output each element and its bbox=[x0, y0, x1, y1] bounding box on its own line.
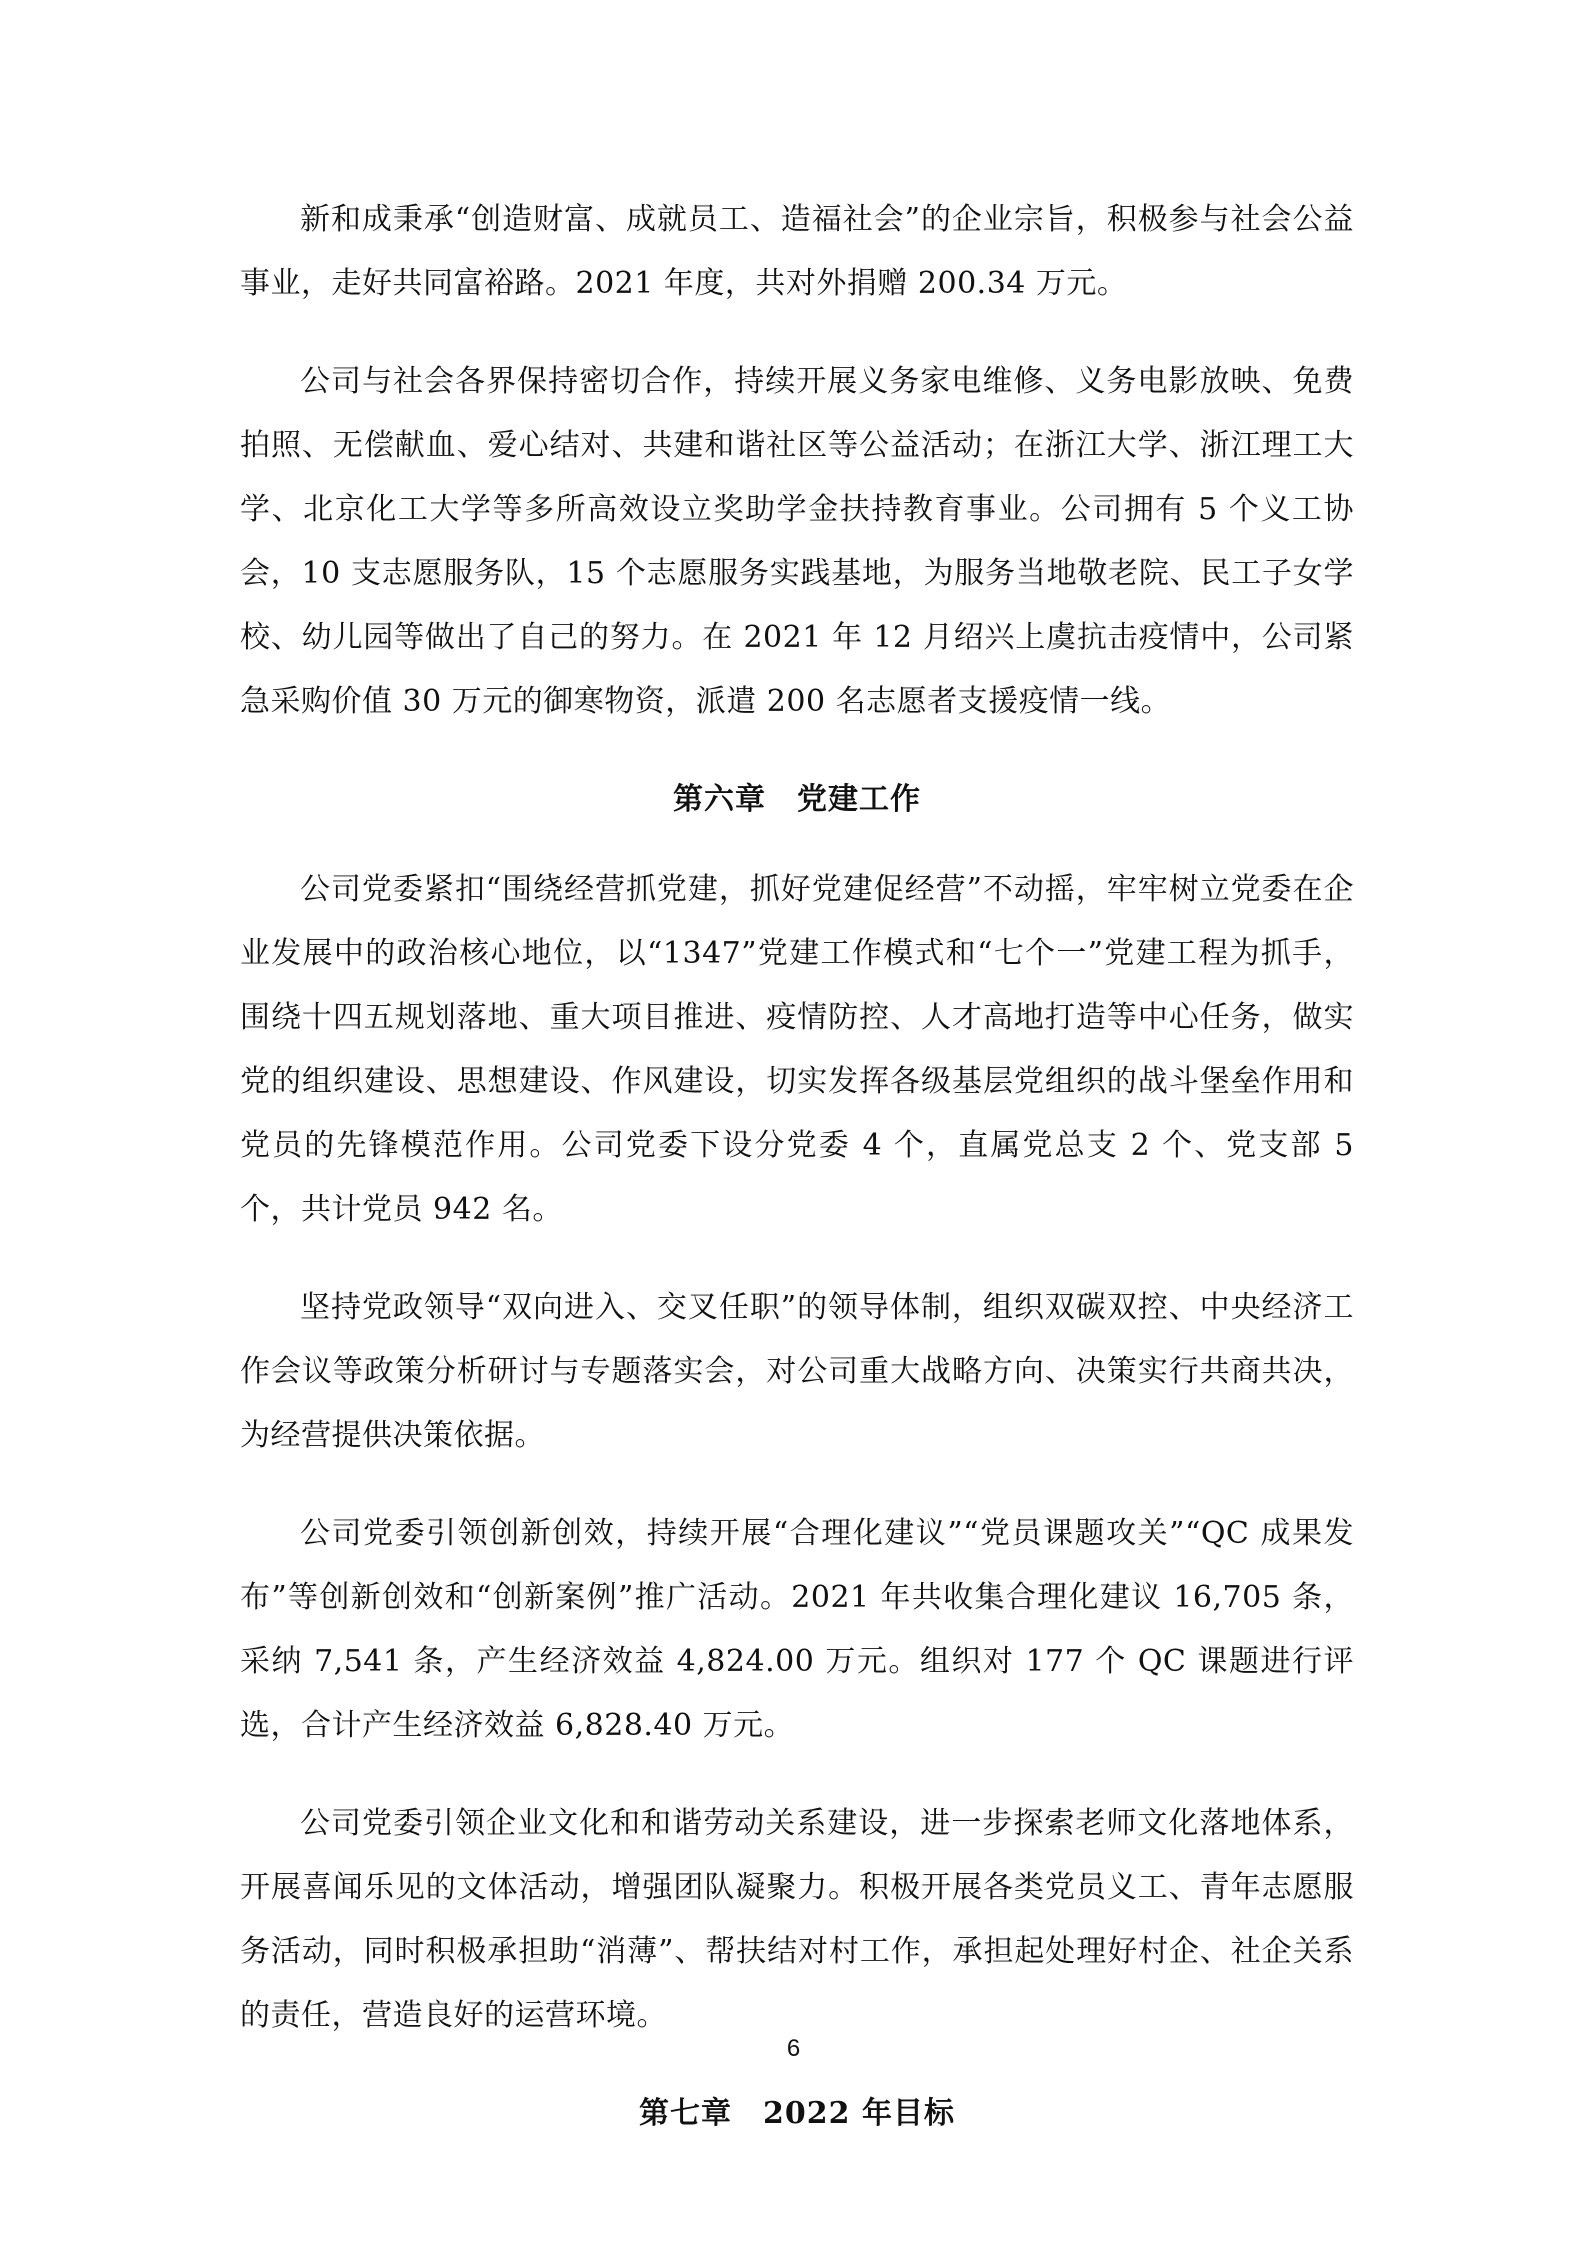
paragraph-public-welfare: 公司与社会各界保持密切合作，持续开展义务家电维修、义务电影放映、免费拍照、无偿献血、爱心结对、共建和谐社区等公益活动；在浙江大学、浙江理工大学、北京化工大学等多所高效设立奖助学金扶持教育事业。公司拥有 5 个义工协会，10 支志愿服务队，15 个志愿服务实践基地，为服务当地敬老院、民工子女学校、幼儿园等做出了自己的努力。在 2021 年 12 月绍兴上虞抗击疫情中，公司紧急采购价值 30 万元的御寒物资，派遣 200 名志愿者支援疫情一线。 bbox=[240, 364, 1354, 719]
chapter-7-heading: 第七章 2022 年目标 bbox=[639, 2096, 955, 2131]
chapter-6-heading: 第六章 党建工作 bbox=[673, 782, 921, 817]
paragraph-leadership-system: 坚持党政领导“双向进入、交叉任职”的领导体制，组织双碳双控、中央经济工作会议等政策分析研讨与专题落实会，对公司重大战略方向、决策实行共商共决，为经营提供决策依据。 bbox=[240, 1290, 1354, 1453]
page-number: 6 bbox=[786, 2035, 801, 2062]
paragraph-party-committee: 公司党委紧扣“围绕经营抓党建，抓好党建促经营”不动摇，牢牢树立党委在企业发展中的政治核心地位，以“1347”党建工作模式和“七个一”党建工程为抓手，围绕十四五规划落地、重大项目推进、疫情防控、人才高地打造等中心任务，做实党的组织建设、思想建设、作风建设，切实发挥各级基层党组织的战斗堡垒作用和党员的先锋模范作用。公司党委下设分党委 4 个，直属党总支 2 个、党支部 5 个，共计党员 942 名。 bbox=[240, 872, 1354, 1227]
paragraph-culture: 公司党委引领企业文化和和谐劳动关系建设，进一步探索老师文化落地体系，开展喜闻乐见的文体活动，增强团队凝聚力。积极开展各类党员义工、青年志愿服务活动，同时积极承担助“消薄”、帮扶结对村工作，承担起处理好村企、社企关系的责任，营造良好的运营环境。 bbox=[240, 1806, 1354, 2033]
document-page-body bbox=[240, 188, 1354, 2172]
paragraph-innovation: 公司党委引领创新创效，持续开展“合理化建议”“党员课题攻关”“QC 成果发布”等创新创效和“创新案例”推广活动。2021 年共收集合理化建议 16,705 条，采纳 7,541 条，产生经济效益 4,824.00 万元。组织对 177 个 QC 课题进行评选，合计产生经济效益 6,828.40 万元。 bbox=[240, 1516, 1354, 1743]
paragraph-donation: 新和成秉承“创造财富、成就员工、造福社会”的企业宗旨，积极参与社会公益事业，走好共同富裕路。2021 年度，共对外捐赠 200.34 万元。 bbox=[240, 202, 1354, 301]
